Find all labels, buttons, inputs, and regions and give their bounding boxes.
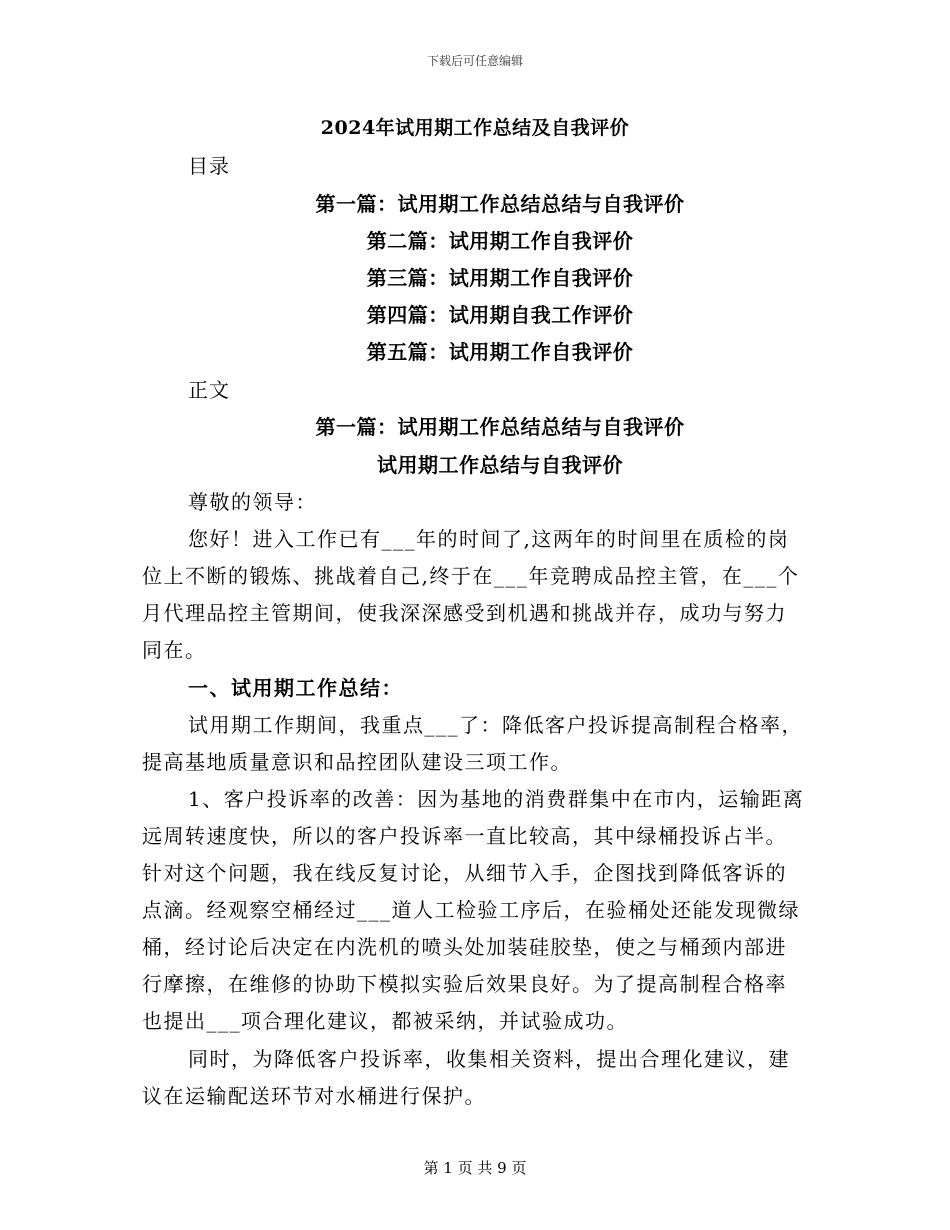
paragraph-line: 也提出___项合理化建议，都被采纳，并试验成功。 — [142, 1009, 628, 1033]
toc-item[interactable]: 第五篇：试用期工作自我评价 — [366, 340, 634, 364]
sub-heading: 试用期工作总结与自我评价 — [377, 453, 623, 477]
body-label: 正文 — [188, 378, 230, 402]
salutation: 尊敬的领导： — [188, 490, 317, 514]
toc-label: 目录 — [188, 154, 230, 178]
paragraph-line: 1、客户投诉率的改善：因为基地的消费群集中在市内，运输距离 — [188, 787, 805, 811]
paragraph-line: 同在。 — [142, 638, 207, 662]
paragraph-line: 议在运输配送环节对水桶进行保护。 — [142, 1084, 486, 1108]
paragraph-line: 远周转速度快，所以的客户投诉率一直比较高，其中绿桶投诉占半。 — [142, 824, 787, 848]
paragraph-line: 您好！进入工作已有___年的时间了,这两年的时间里在质检的岗 — [188, 527, 790, 551]
paragraph-line: 行摩擦，在维修的协助下模拟实验后效果良好。为了提高制程合格率 — [142, 972, 787, 996]
paragraph-line: 试用期工作期间，我重点___了：降低客户投诉提高制程合格率， — [188, 713, 803, 737]
page-number: 第 1 页 共 9 页 — [423, 1159, 527, 1177]
part-heading: 第一篇：试用期工作总结总结与自我评价 — [315, 415, 685, 439]
toc-item[interactable]: 第三篇：试用期工作自我评价 — [366, 266, 634, 290]
page-header-note: 下载后可任意编辑 — [426, 54, 523, 68]
paragraph-line: 桶，经讨论后决定在内洗机的喷头处加装硅胶垫，使之与桶颈内部进 — [142, 935, 787, 959]
toc-item[interactable]: 第二篇：试用期工作自我评价 — [366, 229, 634, 253]
paragraph-line: 位上不断的锻炼、挑战着自己,终于在___年竞聘成品控主管，在___个 — [142, 564, 800, 588]
paragraph-line: 提高基地质量意识和品控团队建设三项工作。 — [142, 750, 572, 774]
toc-item[interactable]: 第一篇：试用期工作总结总结与自我评价 — [315, 192, 685, 216]
document-title: 2024年试用期工作总结及自我评价 — [320, 117, 630, 139]
toc-item[interactable]: 第四篇：试用期自我工作评价 — [366, 303, 634, 327]
paragraph-line: 点滴。经观察空桶经过___道人工检验工序后，在验桶处还能发现微绿 — [142, 898, 800, 922]
paragraph-line: 月代理品控主管期间，使我深深感受到机遇和挑战并存，成功与努力 — [142, 601, 787, 625]
section-heading: 一、试用期工作总结： — [188, 676, 403, 700]
paragraph-line: 同时，为降低客户投诉率，收集相关资料，提出合理化建议，建 — [188, 1047, 790, 1071]
paragraph-line: 针对这个问题，我在线反复讨论，从细节入手，企图找到降低客诉的 — [142, 861, 787, 885]
